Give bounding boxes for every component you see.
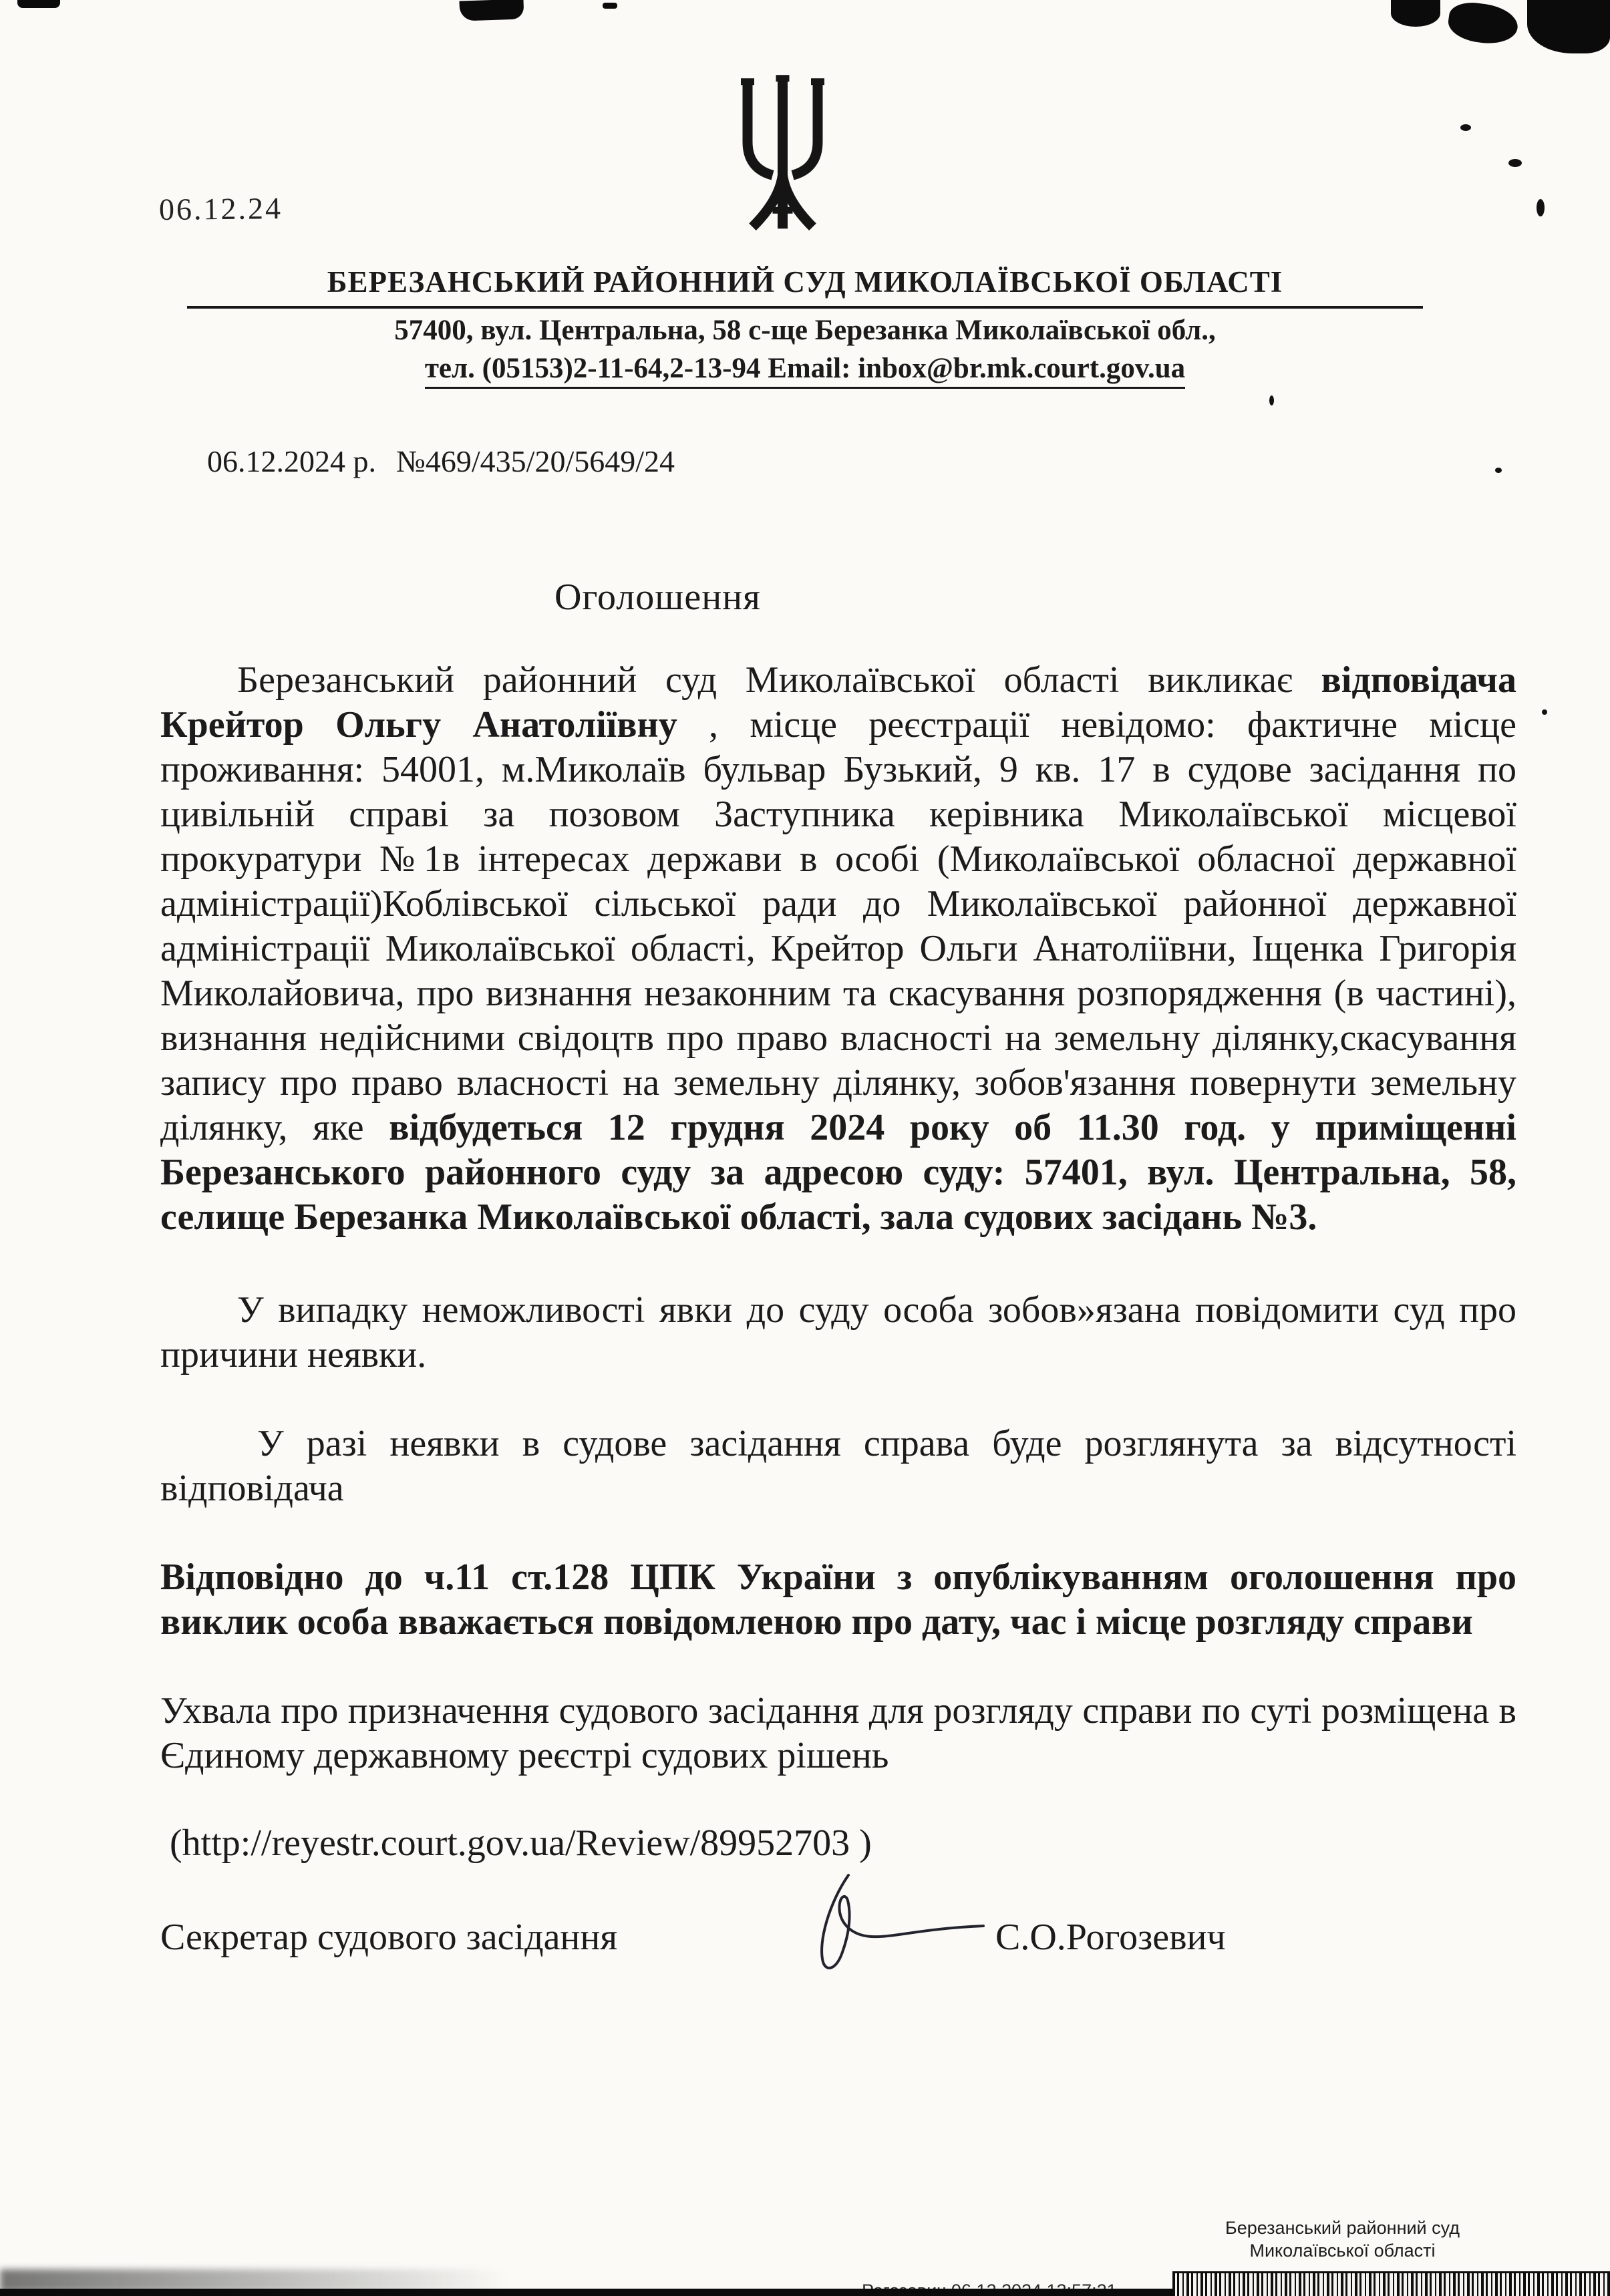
scan-artifact (1391, 0, 1440, 27)
paragraph-absence-consequence: У разі неявки в судове засідання справа буде розглянута за відсутності відповідача (160, 1423, 1516, 1509)
paragraph-duty-to-notify: У випадку неможливості явки до суду особа зобов»язана повідомити суд про причини неявки. (160, 1289, 1516, 1375)
court-contact-line (0, 352, 1610, 389)
court-address: 57400, вул. Центральна, 58 с-ще Березанка Миколаївської обл., (394, 315, 1216, 346)
scan-artifact (603, 3, 617, 9)
handwritten-signature-icon (748, 1860, 1002, 1984)
document-body (160, 658, 1516, 1962)
court-name: БЕРЕЗАНСЬКИЙ РАЙОННИЙ СУД МИКОЛАЇВСЬКОЇ ОБЛАСТІ (327, 265, 1283, 299)
handwritten-date: 06.12.24 (158, 191, 283, 226)
footer-court-label (1225, 2217, 1460, 2262)
summons-text-2: , місце реєстрації невідомо: фактичне місце проживання: 54001, м.Миколаїв бульвар Бузький, 9 кв. 17 в судове засідання по цивільній справі за позовом Заступника керівника Миколаївської місцевої прокуратури №1в інтересах держави в особі (Миколаївської обласної державної адміністрації)Коблівської сільської ради до Миколаївської районної державної адміністрації Миколаївської області, Крейтор Ольги Анатоліївни, Іщенка Григорія Миколайовича, про визнання незаконним та скасування розпорядження (в частині), визнання недійсними свідоцтв про право власності на земельну ділянку,скасування запису про право власності на земельну ділянку, зобов'язання повернути земельну ділянку, яке (160, 704, 1516, 1148)
court-phone-email: тел. (05153)2-11-64,2-13-94 Email: inbox@br.mk.court.gov.ua (425, 352, 1185, 389)
scan-artifact (1527, 0, 1610, 53)
signature-label: Секретар судового засідання (160, 1917, 618, 1958)
footer-court-line1: Березанський районний суд (1225, 2218, 1460, 2238)
footer-court-line2: Миколаївської області (1249, 2241, 1436, 2261)
scan-artifact (460, 0, 524, 21)
scan-speck (1508, 159, 1522, 167)
ukraine-trident-emblem-icon (731, 75, 834, 234)
signature-row (160, 1915, 1516, 1962)
document-title: Оголошення (554, 577, 761, 618)
court-letterhead (0, 265, 1610, 389)
paragraph-cpk-notice: Відповідно до ч.11 ст.128 ЦПК України з опублікуванням оголошення про виклик особа вважається повідомленою про дату, час і місце розгляду справи (160, 1556, 1516, 1643)
scan-speck (1537, 199, 1545, 216)
scan-artifact (1446, 0, 1520, 47)
document-date: 06.12.2024 р. (207, 444, 376, 478)
trident-icon (731, 75, 834, 234)
signature-name: С.О.Рогозевич (995, 1917, 1226, 1958)
case-number: №469/435/20/5649/24 (396, 444, 675, 478)
summons-hearing-details: відбудеться 12 грудня 2024 року об 11.30 год. у приміщенні Березанського районного суду за адресою суду: 57401, вул. Центральна, 58, селище Березанка Миколаївської області, зала судових засідань №3. (160, 1107, 1516, 1238)
registry-link: (http://reyestr.court.gov.ua/Review/89952703 ) (170, 1822, 872, 1864)
scan-speck (1460, 124, 1471, 131)
scan-speck (1269, 395, 1274, 405)
paragraph-summons (160, 658, 1516, 1240)
summons-defendant-name: відповідача Крейтор Ольгу Анатоліївну (160, 659, 1516, 746)
letterhead-divider (187, 306, 1423, 309)
reference-line (207, 444, 675, 479)
summons-text-1: Березанський районний суд Миколаївської області викликає (237, 659, 1321, 701)
scan-artifact (17, 0, 60, 8)
scan-speck (1495, 468, 1502, 473)
barcode-icon (1172, 2271, 1610, 2296)
scan-speck (1542, 709, 1547, 715)
paragraph-registry-decision: Ухвала про призначення судового засідання для розгляду справи по суті розміщена в Єдиному державному реєстрі судових рішень (160, 1690, 1516, 1776)
